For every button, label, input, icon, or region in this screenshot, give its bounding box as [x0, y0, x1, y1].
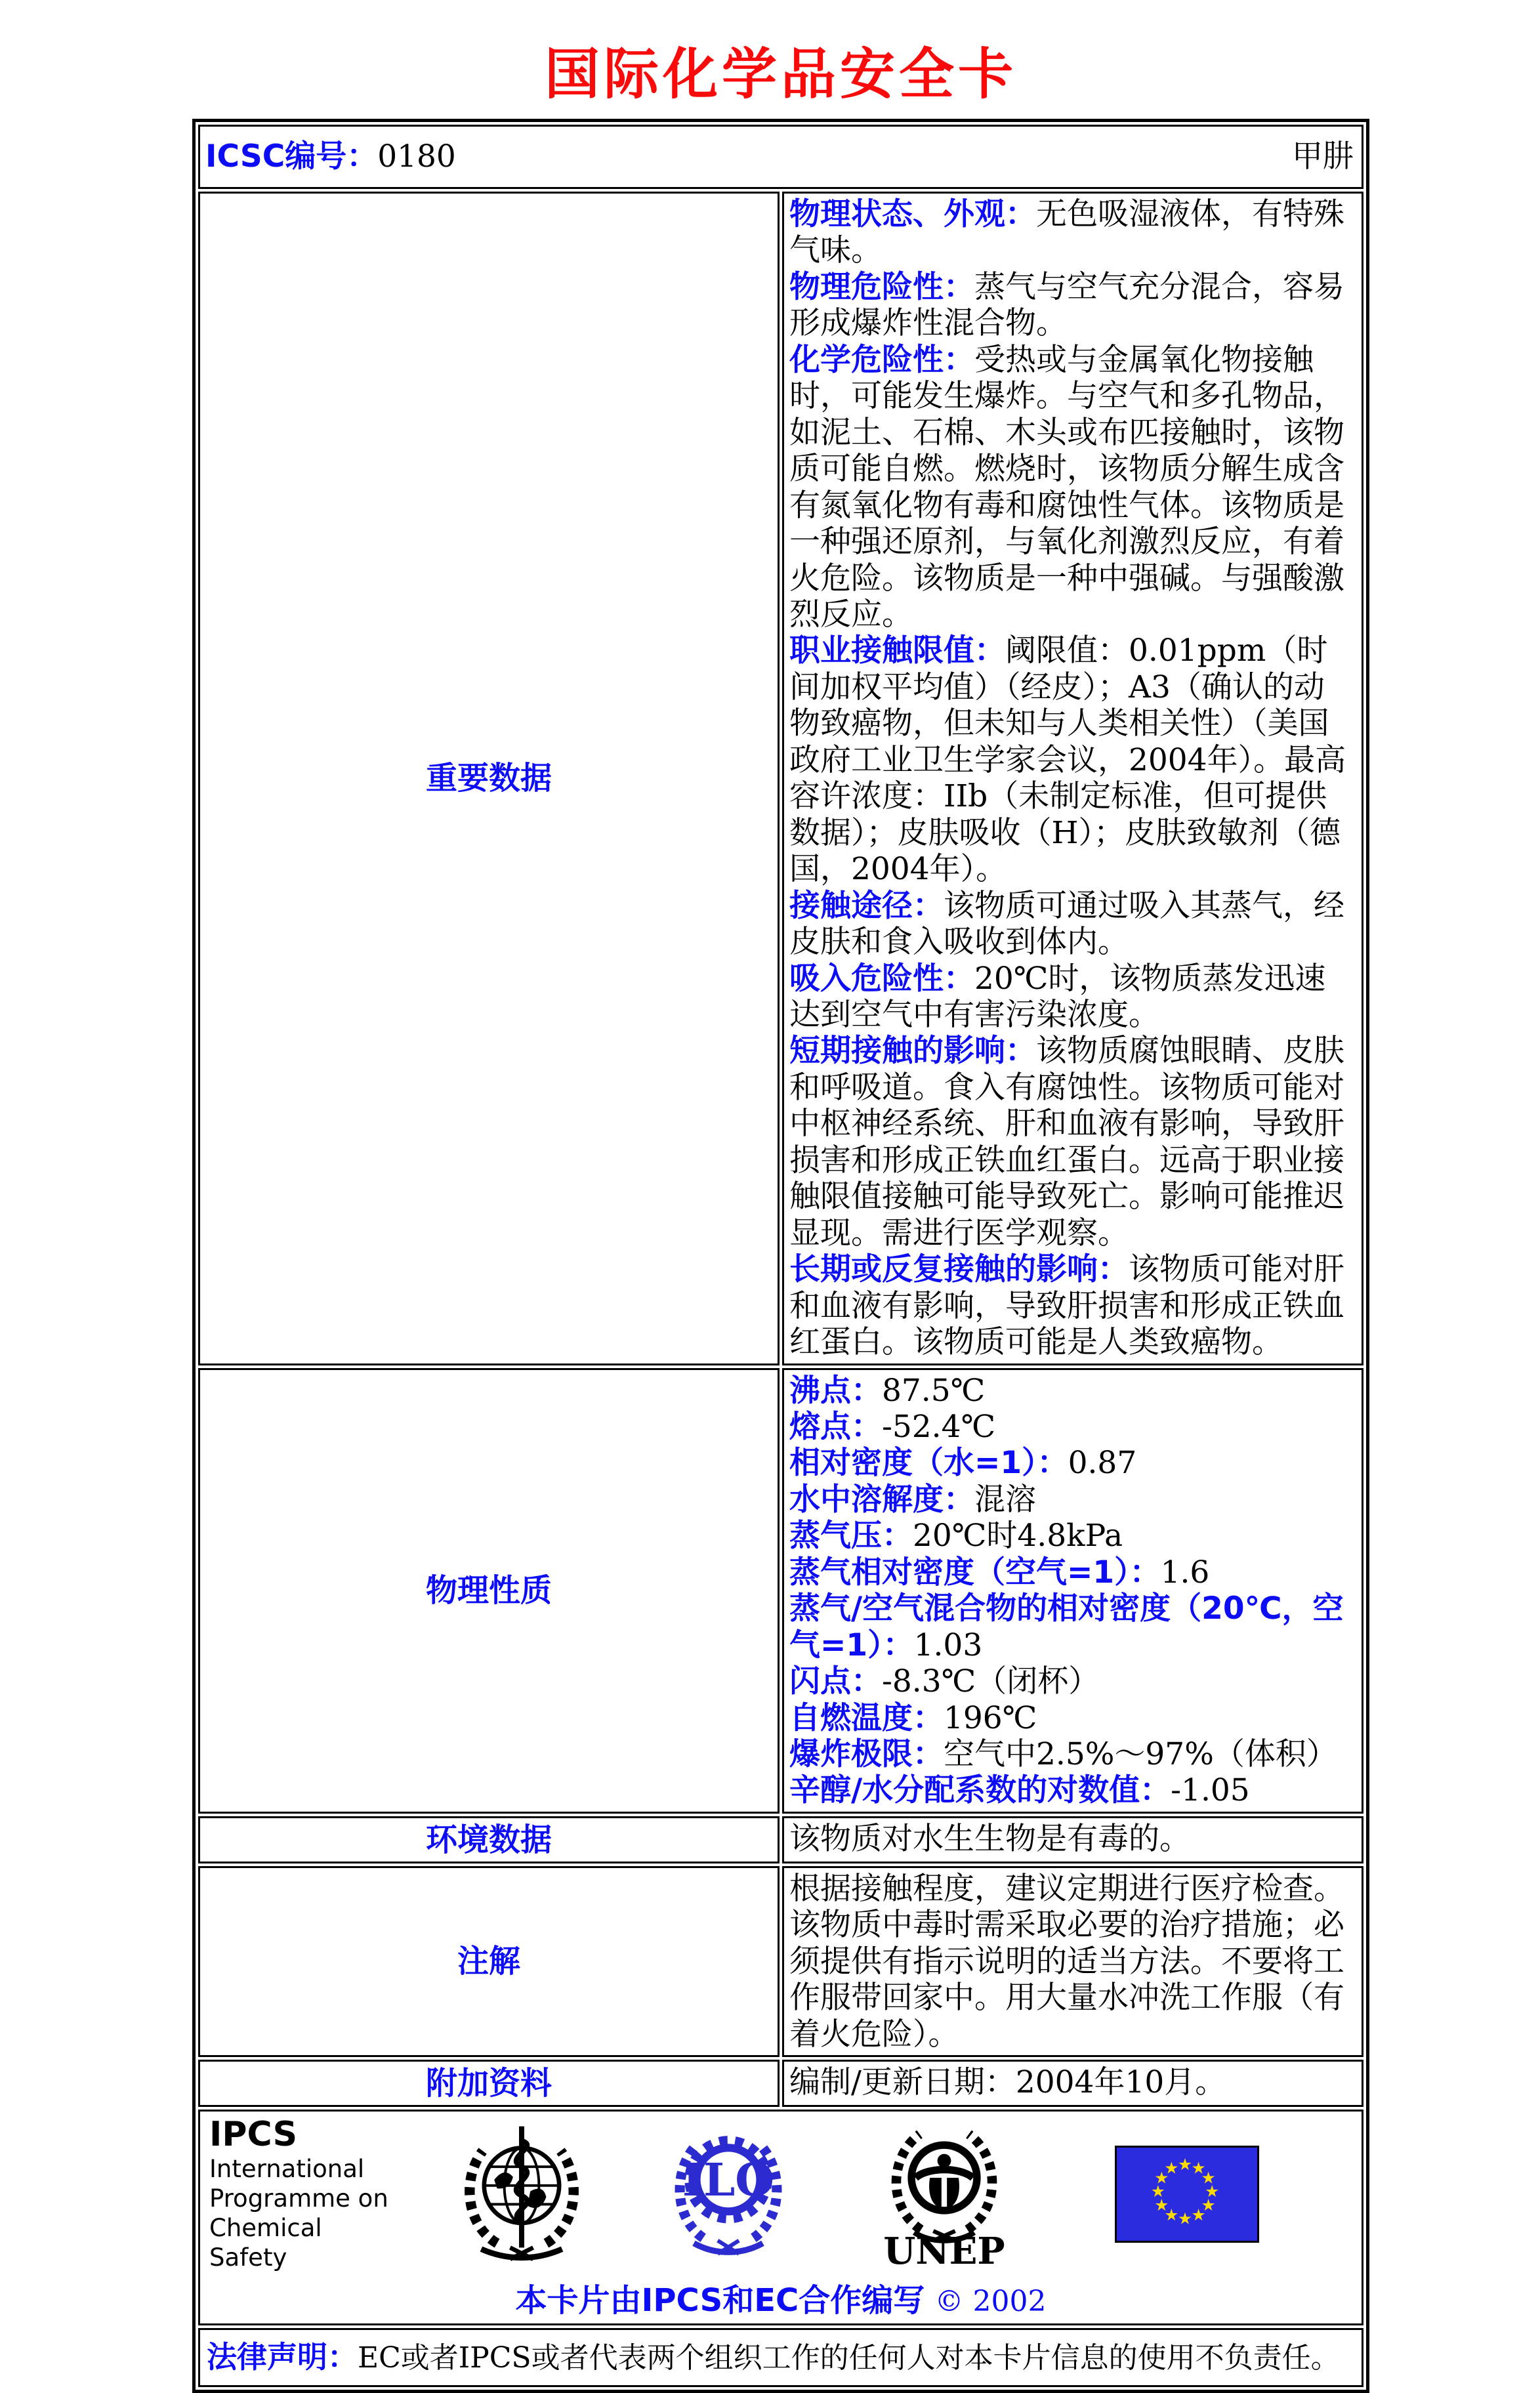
field-value: 87.5℃	[882, 1372, 986, 1409]
field-short-term-effects	[789, 1033, 1355, 1251]
page-title: 国际化学品安全卡	[544, 42, 1017, 106]
field-label: 物理危险性：	[789, 268, 974, 305]
additional-info-row	[198, 2060, 1363, 2107]
field-label: 辛醇/水分配系数的对数值：	[789, 1772, 1171, 1809]
field-label: 化学危险性：	[789, 341, 974, 378]
field-label: 吸入危险性：	[789, 960, 974, 997]
field-value: 该物质可通过吸入其蒸气，经皮肤和食入吸收到体内。	[789, 887, 1344, 961]
unep-logo-icon	[876, 2115, 1012, 2273]
ipcs-line: International	[209, 2154, 365, 2183]
field-label: 熔点：	[789, 1408, 882, 1445]
field-physical-danger	[789, 269, 1355, 342]
field-value: 受热或与金属氧化物接触时，可能发生爆炸。与空气和多孔物品，如泥土、石棉、木头或布匹接触时，该物质可能自燃。燃烧时，该物质分解生成含有氮氧化物有毒和腐蚀性气体。该物质是一种强还原剂，与氧化剂激烈反应，有着火危险。该物质是一种中强碱。与强酸激烈反应。	[789, 341, 1344, 633]
svg-text:★: ★	[1154, 2168, 1169, 2188]
row-label-physical-properties: 物理性质	[198, 1368, 780, 1814]
prop-partition-coefficient	[789, 1772, 1355, 1808]
field-label: 自燃温度：	[789, 1699, 944, 1736]
field-value: 196℃	[944, 1699, 1037, 1736]
prop-relative-density	[789, 1445, 1355, 1481]
legal-row	[198, 2328, 1363, 2387]
prop-vapor-pressure	[789, 1518, 1355, 1554]
field-label: 物理状态、外观：	[789, 196, 1036, 232]
field-value: -52.4℃	[882, 1408, 996, 1445]
svg-text:★: ★	[1201, 2195, 1216, 2215]
svg-text:★: ★	[1177, 2209, 1193, 2228]
unep-letters: UNEP	[883, 2230, 1005, 2274]
field-label: 职业接触限值：	[789, 633, 1005, 669]
prop-explosive-limits	[789, 1736, 1355, 1772]
notes-row	[198, 1866, 1363, 2057]
svg-text:★: ★	[1177, 2155, 1193, 2175]
icsc-number	[205, 138, 456, 175]
field-exposure-route	[789, 888, 1355, 961]
field-value: 1.6	[1160, 1554, 1210, 1591]
field-value: 20℃时4.8kPa	[913, 1518, 1123, 1554]
header-row	[198, 125, 1363, 189]
field-inhalation-risk	[789, 961, 1355, 1033]
additional-info-content: 编制/更新日期：2004年10月。	[782, 2060, 1363, 2107]
icsc-card	[192, 119, 1369, 2393]
caption-copyright: © 2002	[934, 2285, 1047, 2319]
field-value: 1.03	[913, 1627, 983, 1663]
legal-label: 法律声明：	[207, 2339, 358, 2375]
field-label: 蒸气/空气混合物的相对密度（20℃，空气=1）：	[789, 1591, 1344, 1663]
ipcs-title: IPCS	[209, 2115, 298, 2155]
row-label-additional-info: 附加资料	[198, 2060, 780, 2107]
environment-data-row	[198, 1816, 1363, 1863]
who-logo-icon	[449, 2118, 594, 2270]
field-value: 20℃时，该物质蒸发迅速达到空气中有害污染浓度。	[789, 960, 1326, 1033]
important-data-row	[198, 192, 1363, 1365]
icsc-number-value: 0180	[377, 138, 456, 175]
field-label: 短期接触的影响：	[789, 1033, 1036, 1070]
field-label: 蒸气压：	[789, 1518, 913, 1554]
field-label: 爆炸极限：	[789, 1736, 944, 1773]
legal-cell	[198, 2328, 1363, 2387]
svg-text:★: ★	[1191, 2158, 1206, 2178]
field-value: 蒸气与空气充分混合，容易形成爆炸性混合物。	[789, 268, 1344, 342]
physical-properties-row	[198, 1368, 1363, 1814]
prop-autoignition-temp	[789, 1700, 1355, 1736]
svg-text:★: ★	[1154, 2195, 1169, 2215]
card-caption	[200, 2282, 1362, 2320]
svg-text:★: ★	[1150, 2182, 1165, 2201]
field-label: 闪点：	[789, 1663, 882, 1700]
field-chemical-danger	[789, 342, 1355, 633]
field-value: 阈限值：0.01ppm（时间加权平均值）（经皮）；A3（确认的动物致癌物，但未知与人类相关性）（美国政府工业卫生学家会议，2004年）。最高容许浓度：IIb（未制定标准，但可提供数据）；皮肤吸收（H）；皮肤致敏剂（德国，2004年）。	[789, 633, 1346, 888]
field-value: 混溶	[974, 1481, 1036, 1518]
field-value: -8.3℃（闭杯）	[882, 1663, 1100, 1700]
field-value: 空气中2.5%～97%（体积）	[944, 1736, 1337, 1773]
legal-statement	[207, 2339, 1355, 2375]
prop-water-solubility	[789, 1482, 1355, 1518]
prop-boiling-point	[789, 1373, 1355, 1409]
svg-text:★: ★	[1201, 2168, 1216, 2188]
svg-text:★: ★	[1164, 2158, 1179, 2178]
field-label: 接触途径：	[789, 887, 944, 924]
prop-flash-point	[789, 1663, 1355, 1699]
field-value: 该物质可能对肝和血液有影响，导致肝损害和形成正铁血红蛋白。该物质可能是人类致癌物。	[789, 1251, 1344, 1361]
svg-text:★: ★	[1191, 2205, 1206, 2225]
prop-vapor-air-density	[789, 1591, 1355, 1663]
logos-cell	[198, 2110, 1363, 2325]
row-label-notes: 注解	[198, 1866, 780, 2057]
field-label: 蒸气相对密度（空气=1）：	[789, 1554, 1161, 1591]
row-label-important-data: 重要数据	[198, 192, 780, 1365]
svg-text:★: ★	[1164, 2205, 1179, 2225]
field-label: 相对密度（水=1）：	[789, 1445, 1068, 1482]
field-label: 长期或反复接触的影响：	[789, 1251, 1129, 1288]
svg-text:★: ★	[1205, 2182, 1220, 2201]
chemical-name: 甲肼	[1292, 138, 1354, 175]
field-label: 沸点：	[789, 1372, 882, 1409]
ipcs-line: Chemical Safety	[209, 2213, 322, 2272]
eu-flag-icon	[1115, 2146, 1259, 2243]
logos-row	[198, 2110, 1363, 2325]
ipcs-line: Programme on	[209, 2184, 388, 2213]
physical-properties-content	[782, 1368, 1363, 1814]
row-label-environment-data: 环境数据	[198, 1816, 780, 1863]
field-label: 水中溶解度：	[789, 1481, 974, 1518]
caption-text: 本卡片由IPCS和EC合作编写	[515, 2282, 925, 2320]
ilo-logo-icon	[662, 2121, 795, 2268]
field-physical-state	[789, 196, 1355, 269]
important-data-content	[782, 192, 1363, 1365]
field-value: 无色吸湿液体，有特殊气味。	[789, 196, 1344, 269]
field-value: 0.87	[1068, 1445, 1137, 1482]
prop-vapor-density	[789, 1554, 1355, 1591]
field-value: -1.05	[1171, 1772, 1250, 1809]
legal-value: EC或者IPCS或者代表两个组织工作的任何人对本卡片信息的使用不负责任。	[358, 2341, 1340, 2375]
field-value: 该物质腐蚀眼睛、皮肤和呼吸道。食入有腐蚀性。该物质可能对中枢神经系统、肝和血液有影响，导致肝损害和形成正铁血红蛋白。远高于职业接触限值接触可能导致死亡。影响可能推迟显现。需进行医学观察。	[789, 1033, 1344, 1251]
field-long-term-effects	[789, 1251, 1355, 1360]
ilo-letters: ILO	[682, 2154, 775, 2207]
notes-content: 根据接触程度，建议定期进行医疗检查。该物质中毒时需采取必要的治疗措施；必须提供有指示说明的适当方法。不要将工作服带回家中。用大量水冲洗工作服（有着火危险）。	[782, 1866, 1363, 2057]
prop-melting-point	[789, 1409, 1355, 1445]
icsc-number-label: ICSC编号：	[205, 138, 378, 175]
ipcs-text-block	[209, 2116, 406, 2272]
environment-data-content: 该物质对水生生物是有毒的。	[782, 1816, 1363, 1863]
field-exposure-limit	[789, 633, 1355, 887]
